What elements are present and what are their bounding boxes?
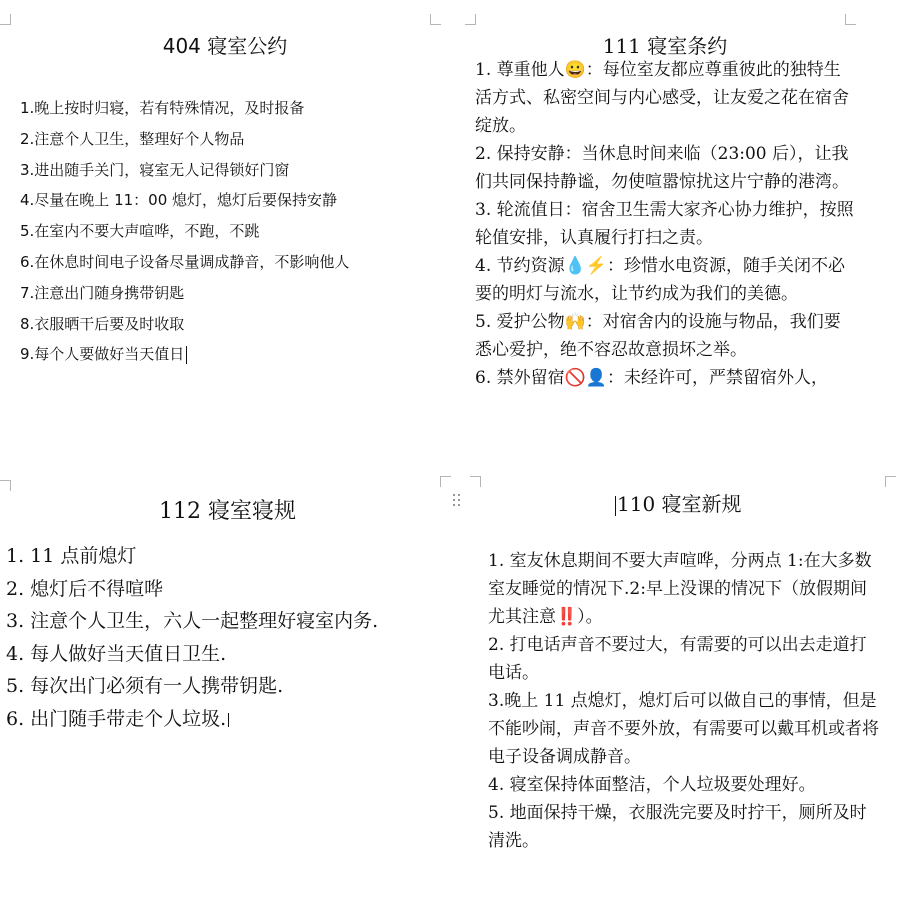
text-cursor bbox=[186, 346, 187, 364]
rule-item: 2.注意个人卫生，整理好个人物品 bbox=[20, 129, 245, 148]
rule-item: 2. 熄灯后不得喧哗 bbox=[6, 577, 164, 600]
dorm-404-rules-panel bbox=[0, 0, 450, 460]
corner-mark bbox=[430, 14, 441, 25]
rule-item: 1. 室友休息期间不要大声喧哗，分两点 1:在大多数室友睡觉的情况下.2:早上没课的情况下（放假期间尤其注意‼️）。 bbox=[488, 551, 872, 627]
panel-title: 404 寝室公约 bbox=[162, 34, 288, 58]
rule-item: 7.注意出门随身携带钥匙 bbox=[20, 283, 185, 302]
panel-title bbox=[615, 488, 742, 517]
rule-item: 1. 尊重他人😀：每位室友都应尊重彼此的独特生活方式、私密空间与内心感受，让友爱之花在宿舍绽放。 bbox=[475, 60, 849, 136]
dorm-110-rules-panel bbox=[470, 470, 900, 900]
rule-item bbox=[6, 703, 451, 736]
corner-mark bbox=[845, 14, 856, 25]
corner-mark bbox=[440, 476, 451, 487]
rule-item: 4. 节约资源💧⚡：珍惜水电资源，随手关闭不必要的明灯与流水，让节约成为我们的美德。 bbox=[475, 256, 845, 304]
rule-text: 9.每个人要做好当天值日 bbox=[20, 345, 185, 364]
rule-item: 5.在室内不要大声喧哗，不跑，不跳 bbox=[20, 222, 260, 241]
rule-item: 4. 寝室保持体面整洁，个人垃圾要处理好。 bbox=[488, 775, 816, 795]
rule-text: 6. 出门随手带走个人垃圾. bbox=[6, 707, 227, 730]
text-cursor bbox=[228, 713, 229, 727]
rule-item: 6.在休息时间电子设备尽量调成静音，不影响他人 bbox=[20, 252, 350, 271]
rules-list bbox=[6, 540, 451, 736]
corner-mark bbox=[885, 476, 896, 487]
dorm-112-rules-panel bbox=[0, 470, 455, 900]
move-handle-icon[interactable] bbox=[453, 494, 461, 508]
rule-item: 1.晚上按时归寝，若有特殊情况，及时报备 bbox=[20, 99, 305, 117]
rule-item: 5. 每次出门必须有一人携带钥匙. bbox=[6, 675, 284, 698]
rule-item: 3.晚上 11 点熄灯，熄灯后可以做自己的事情，但是不能吵闹，声音不要外放，有需要可以戴耳机或者将电子设备调成静音。 bbox=[488, 691, 879, 767]
rules-list bbox=[20, 93, 440, 370]
rules-list bbox=[488, 547, 883, 855]
rules-list bbox=[475, 56, 855, 392]
rule-item: 5. 地面保持干燥，衣服洗完要及时拧干，厕所及时清洗。 bbox=[488, 803, 867, 851]
panel-title-text: 110 寝室新规 bbox=[617, 492, 742, 516]
panel-title: 111 寝室条约 bbox=[602, 34, 728, 58]
corner-mark bbox=[465, 14, 476, 25]
text-cursor bbox=[615, 496, 616, 516]
dorm-111-rules-panel bbox=[465, 0, 900, 450]
rule-item: 4. 每人做好当天值日卫生. bbox=[6, 642, 227, 665]
rule-item: 4.尽量在晚上 11：00 熄灯，熄灯后要保持安静 bbox=[20, 191, 338, 210]
rule-item bbox=[20, 339, 440, 370]
rule-item: 2. 保持安静：当休息时间来临（23:00 后），让我们共同保持静谧，勿使喧嚣惊扰这片宁静的港湾。 bbox=[475, 144, 849, 192]
rule-item: 6. 禁外留宿🚫👤：未经许可，严禁留宿外人， bbox=[475, 368, 828, 388]
rule-item: 3.进出随手关门，寝室无人记得锁好门窗 bbox=[20, 160, 290, 179]
panel-title: 112 寝室寝规 bbox=[159, 499, 296, 524]
rule-item: 5. 爱护公物🙌：对宿舍内的设施与物品，我们要悉心爱护，绝不容忍故意损坏之举。 bbox=[475, 312, 841, 360]
rule-item: 3. 注意个人卫生，六人一起整理好寝室内务. bbox=[6, 610, 379, 633]
corner-mark bbox=[0, 480, 11, 491]
rule-item: 2. 打电话声音不要过大，有需要的可以出去走道打电话。 bbox=[488, 635, 867, 683]
rule-item: 8.衣服晒干后要及时收取 bbox=[20, 314, 185, 333]
rule-item: 1. 11 点前熄灯 bbox=[6, 545, 137, 567]
corner-mark bbox=[470, 476, 481, 487]
rule-item: 3. 轮流值日：宿舍卫生需大家齐心协力维护，按照轮值安排，认真履行打扫之责。 bbox=[475, 200, 854, 248]
corner-mark bbox=[0, 14, 11, 25]
